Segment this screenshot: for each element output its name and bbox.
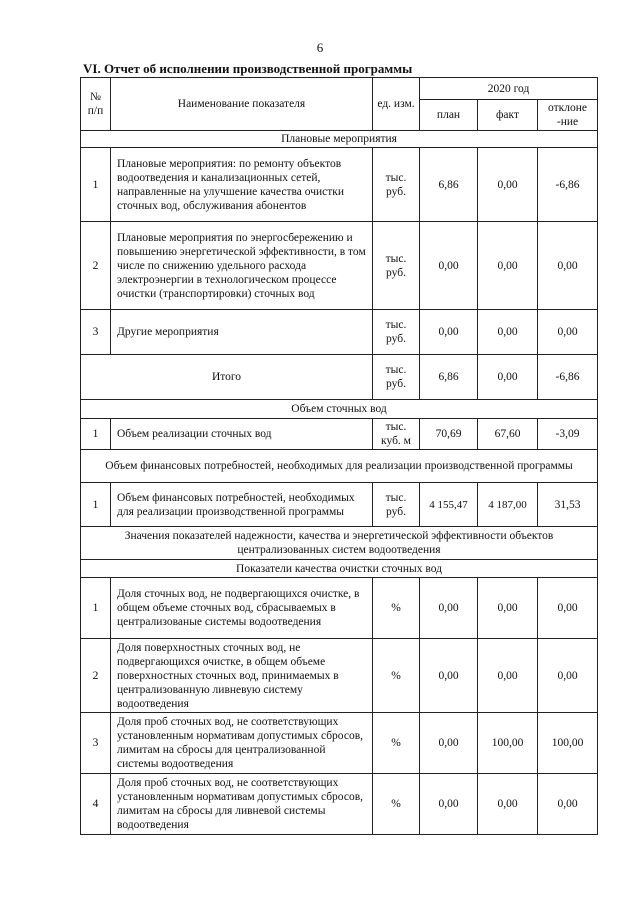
header-dev: отклоне -ние <box>538 100 598 131</box>
row-fact: 0,00 <box>478 578 538 639</box>
table-row <box>81 419 598 450</box>
row-name: Объем финансовых потребностей, необходимых для реализации производственной программы <box>111 483 373 527</box>
row-dev: 100,00 <box>538 713 598 774</box>
table-row <box>81 639 598 713</box>
row-num: 2 <box>81 639 111 713</box>
header-name: Наименование показателя <box>111 78 373 131</box>
row-unit: % <box>373 774 420 835</box>
row-name: Доля проб сточных вод, не соответствующих установленным нормативам допустимых сбросов, лимитам на сбросы для ливневой системы водоотведения <box>111 774 373 835</box>
header-row <box>81 78 598 100</box>
header-fact: факт <box>478 100 538 131</box>
row-fact: 0,00 <box>478 222 538 310</box>
section-row <box>81 560 598 578</box>
row-plan: 0,00 <box>420 222 478 310</box>
row-plan: 6,86 <box>420 148 478 222</box>
section-quality: Показатели качества очистки сточных вод <box>81 560 598 578</box>
row-dev: 31,53 <box>538 483 598 527</box>
table-row <box>81 222 598 310</box>
row-num: 1 <box>81 419 111 450</box>
table-row <box>81 578 598 639</box>
page-number: 6 <box>316 40 324 55</box>
section-title: VI. Отчет об исполнении производственной программы <box>83 61 413 76</box>
row-num: 3 <box>81 713 111 774</box>
table-row <box>81 483 598 527</box>
row-name: Доля проб сточных вод, не соответствующих установленным нормативам допустимых сбросов, лимитам на сбросы для централизованной системы водоотведения <box>111 713 373 774</box>
total-plan: 6,86 <box>420 355 478 400</box>
row-name: Плановые мероприятия: по ремонту объектов водоотведения и канализационных сетей, направленные на улучшение качества очистки сточных вод, обслуживания абонентов <box>111 148 373 222</box>
row-unit: тыс. руб. <box>373 483 420 527</box>
section-row <box>81 131 598 148</box>
row-unit: % <box>373 639 420 713</box>
header-year: 2020 год <box>420 78 598 100</box>
row-plan: 0,00 <box>420 639 478 713</box>
row-name: Другие мероприятия <box>111 310 373 355</box>
row-unit: тыс. руб. <box>373 310 420 355</box>
row-dev: -6,86 <box>538 148 598 222</box>
total-fact: 0,00 <box>478 355 538 400</box>
row-num: 1 <box>81 148 111 222</box>
row-plan: 70,69 <box>420 419 478 450</box>
header-unit: ед. изм. <box>373 78 420 131</box>
table-row <box>81 713 598 774</box>
row-plan: 0,00 <box>420 310 478 355</box>
row-fact: 0,00 <box>478 310 538 355</box>
row-name: Доля поверхностных сточных вод, не подвергающихся очистке, в общем объеме поверхностных сточных вод, принимаемых в централизованную ливневую систему водоотведения <box>111 639 373 713</box>
row-dev: 0,00 <box>538 774 598 835</box>
row-num: 1 <box>81 483 111 527</box>
row-num: 2 <box>81 222 111 310</box>
header-plan: план <box>420 100 478 131</box>
row-unit: тыс. руб. <box>373 222 420 310</box>
row-unit: % <box>373 578 420 639</box>
section-planned: Плановые мероприятия <box>81 131 598 148</box>
section-row <box>81 400 598 419</box>
row-name: Плановые мероприятия по энергосбережению и повышению энергетической эффективности, в том числе по снижению удельного расхода электроэнергии в технологическом процессе очистки (транспортировки) сточных вод <box>111 222 373 310</box>
section-volume: Объем сточных вод <box>81 400 598 419</box>
section-row <box>81 527 598 560</box>
row-fact: 0,00 <box>478 774 538 835</box>
table-row <box>81 774 598 835</box>
row-plan: 0,00 <box>420 774 478 835</box>
row-name: Объем реализации сточных вод <box>111 419 373 450</box>
row-dev: 0,00 <box>538 639 598 713</box>
row-unit: тыс. куб. м <box>373 419 420 450</box>
section-finance: Объем финансовых потребностей, необходимых для реализации производственной программы <box>81 450 598 483</box>
row-unit: тыс. руб. <box>373 148 420 222</box>
total-label: Итого <box>81 355 373 400</box>
total-unit: тыс. руб. <box>373 355 420 400</box>
row-plan: 0,00 <box>420 713 478 774</box>
row-num: 3 <box>81 310 111 355</box>
row-fact: 0,00 <box>478 639 538 713</box>
row-name: Доля сточных вод, не подвергающихся очистке, в общем объеме сточных вод, сбрасываемых в централизованые системы водоотведения <box>111 578 373 639</box>
row-fact: 100,00 <box>478 713 538 774</box>
row-unit: % <box>373 713 420 774</box>
row-fact: 67,60 <box>478 419 538 450</box>
row-plan: 4 155,47 <box>420 483 478 527</box>
section-row <box>81 450 598 483</box>
row-dev: -3,09 <box>538 419 598 450</box>
row-plan: 0,00 <box>420 578 478 639</box>
row-dev: 0,00 <box>538 578 598 639</box>
row-fact: 0,00 <box>478 148 538 222</box>
row-dev: 0,00 <box>538 222 598 310</box>
report-table <box>80 77 598 835</box>
table-row <box>81 310 598 355</box>
row-dev: 0,00 <box>538 310 598 355</box>
table-row <box>81 148 598 222</box>
row-fact: 4 187,00 <box>478 483 538 527</box>
row-num: 1 <box>81 578 111 639</box>
total-row <box>81 355 598 400</box>
header-num: № п/п <box>81 78 111 131</box>
total-dev: -6,86 <box>538 355 598 400</box>
section-indicators: Значения показателей надежности, качества и энергетической эффективности объектов централизованных систем водоотведения <box>81 527 598 560</box>
row-num: 4 <box>81 774 111 835</box>
